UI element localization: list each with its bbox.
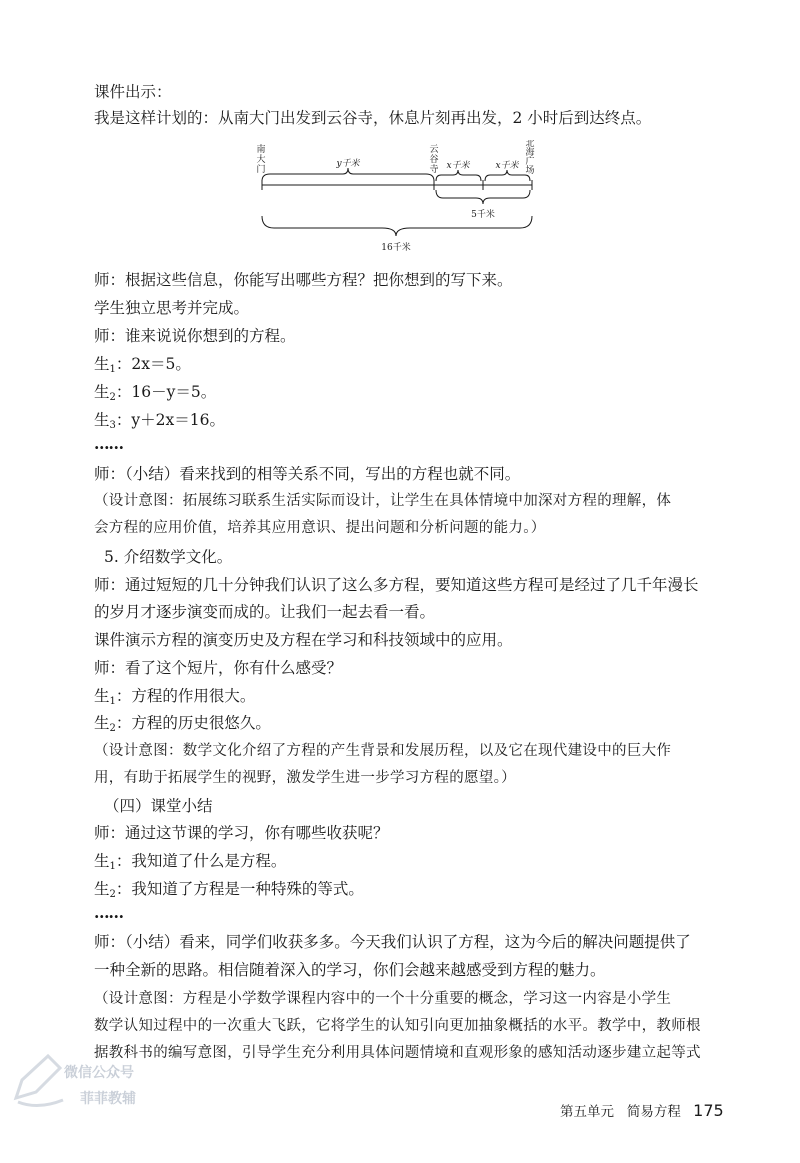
student-answer	[94, 382, 734, 408]
answer-text: ：我知道了方程是一种特殊的等式。	[115, 880, 364, 898]
text-line: 师：（小结）看来，同学们收获多多。今天我们认识了方程，这为今后的解决问题提供了	[94, 933, 691, 951]
watermark	[8, 1040, 158, 1130]
answer-text: ：方程的历史很悠久。	[115, 714, 271, 732]
speaker: 生	[94, 714, 110, 732]
label-x2-km: x千米	[495, 161, 519, 171]
section-heading: 5. 介绍数学文化。	[104, 548, 233, 566]
text-line: 我是这样计划的：从南大门出发到云谷寺，休息片刻再出发，2 小时后到达终点。	[94, 109, 652, 127]
student-answer	[94, 713, 734, 739]
label-start-text: 南大门	[256, 145, 266, 175]
unit-label: 第五单元	[560, 1104, 614, 1120]
label-start	[256, 143, 265, 175]
text-line: 师：谁来说说你想到的方程。	[94, 327, 296, 345]
speaker: 生	[94, 687, 110, 705]
speaker: 生	[94, 411, 110, 429]
student-answer	[94, 879, 734, 905]
label-16km: 16千米	[381, 243, 411, 253]
design-note: （设计意图：方程是小学数学课程内容中的一个十分重要的概念，学习这一内容是小学生	[94, 991, 672, 1007]
brace-x1	[436, 170, 481, 181]
speaker: 生	[94, 880, 110, 898]
text-line: 师：看了这个短片，你有什么感受？	[94, 659, 343, 677]
brace-x2	[485, 170, 530, 181]
speaker-number: 2	[109, 889, 116, 900]
brace-y	[262, 168, 434, 181]
text-line: 学生独立思考并完成。	[94, 299, 250, 317]
speaker-number: 3	[109, 420, 116, 431]
pen-icon	[8, 1050, 68, 1110]
speaker: 生	[94, 852, 110, 870]
label-end	[525, 140, 534, 176]
student-answer	[94, 410, 734, 436]
design-note: 用，有助于拓展学生的视野，激发学生进一步学习方程的愿望。）	[94, 770, 516, 786]
text-line: 一种全新的思路。相信随着深入的学习，你们会越来越感受到方程的魅力。	[94, 961, 606, 979]
text-line: 师：通过短短的几十分钟我们认识了这么多方程，要知道这些方程可是经过了几千年漫长	[94, 576, 699, 594]
label-mid	[429, 144, 438, 175]
student-answer	[94, 686, 734, 712]
answer-text: ：2x＝5。	[115, 355, 191, 373]
label-mid-text: 云谷寺	[429, 145, 439, 175]
design-note: （设计意图：拓展练习联系生活实际而设计，让学生在具体情境中加深对方程的理解，体	[94, 493, 672, 509]
page-footer	[560, 1100, 724, 1120]
design-note: 数学认知过程中的一次重大飞跃，它将学生的认知引向更加抽象概括的水平。教学中，教师根	[94, 1018, 701, 1034]
student-answer	[94, 354, 734, 380]
label-5km: 5千米	[471, 210, 495, 220]
speaker-number: 1	[109, 696, 116, 707]
text-line: 课件演示方程的演变历史及方程在学习和科技领域中的应用。	[94, 631, 513, 649]
chapter-title: 简易方程	[626, 1104, 681, 1120]
text-line: 师：根据这些信息，你能写出哪些方程？把你想到的写下来。	[94, 271, 513, 289]
answer-text: ：方程的作用很大。	[115, 687, 256, 705]
text-line: 的岁月才逐步演变而成的。让我们一起去看一看。	[94, 603, 436, 621]
label-end-text: 北海广场	[525, 140, 535, 176]
answer-text: ：y＋2x＝16。	[115, 411, 225, 429]
speaker-number: 2	[109, 392, 116, 403]
answer-text: ：16－y＝5。	[115, 383, 217, 401]
label-x1-km: x千米	[446, 161, 470, 171]
text-line: 课件出示：	[94, 83, 172, 101]
label-y-km: y千米	[336, 159, 360, 169]
section-heading: （四）课堂小结	[104, 797, 213, 815]
student-answer	[94, 851, 734, 877]
speaker: 生	[94, 355, 110, 373]
text-line: 师：（小结）看来找到的相等关系不同，写出的方程也就不同。	[94, 465, 521, 483]
speaker-number: 1	[109, 861, 116, 872]
speaker-number: 1	[109, 364, 116, 375]
watermark-line1: 微信公众号	[64, 1065, 134, 1081]
answer-text: ：我知道了什么是方程。	[115, 852, 287, 870]
brace-5km	[436, 190, 530, 204]
ellipsis: ……	[94, 434, 123, 453]
design-note: （设计意图：数学文化介绍了方程的产生背景和发展历程，以及它在现代建设中的巨大作	[94, 743, 672, 759]
design-note: 会方程的应用价值，培养其应用意识、提出问题和分析问题的能力。）	[94, 520, 546, 536]
design-note: 据教科书的编写意图，引导学生充分利用具体问题情境和直观形象的感知活动逐步建立起等式	[94, 1045, 701, 1061]
speaker-number: 2	[109, 723, 116, 734]
text-line: 师：通过这节课的学习，你有哪些收获呢？	[94, 824, 389, 842]
ellipsis: ……	[94, 903, 123, 922]
route-diagram	[250, 140, 540, 260]
watermark-line2: 菲菲教辅	[80, 1091, 136, 1107]
page-number: 175	[693, 1101, 724, 1120]
speaker: 生	[94, 383, 110, 401]
